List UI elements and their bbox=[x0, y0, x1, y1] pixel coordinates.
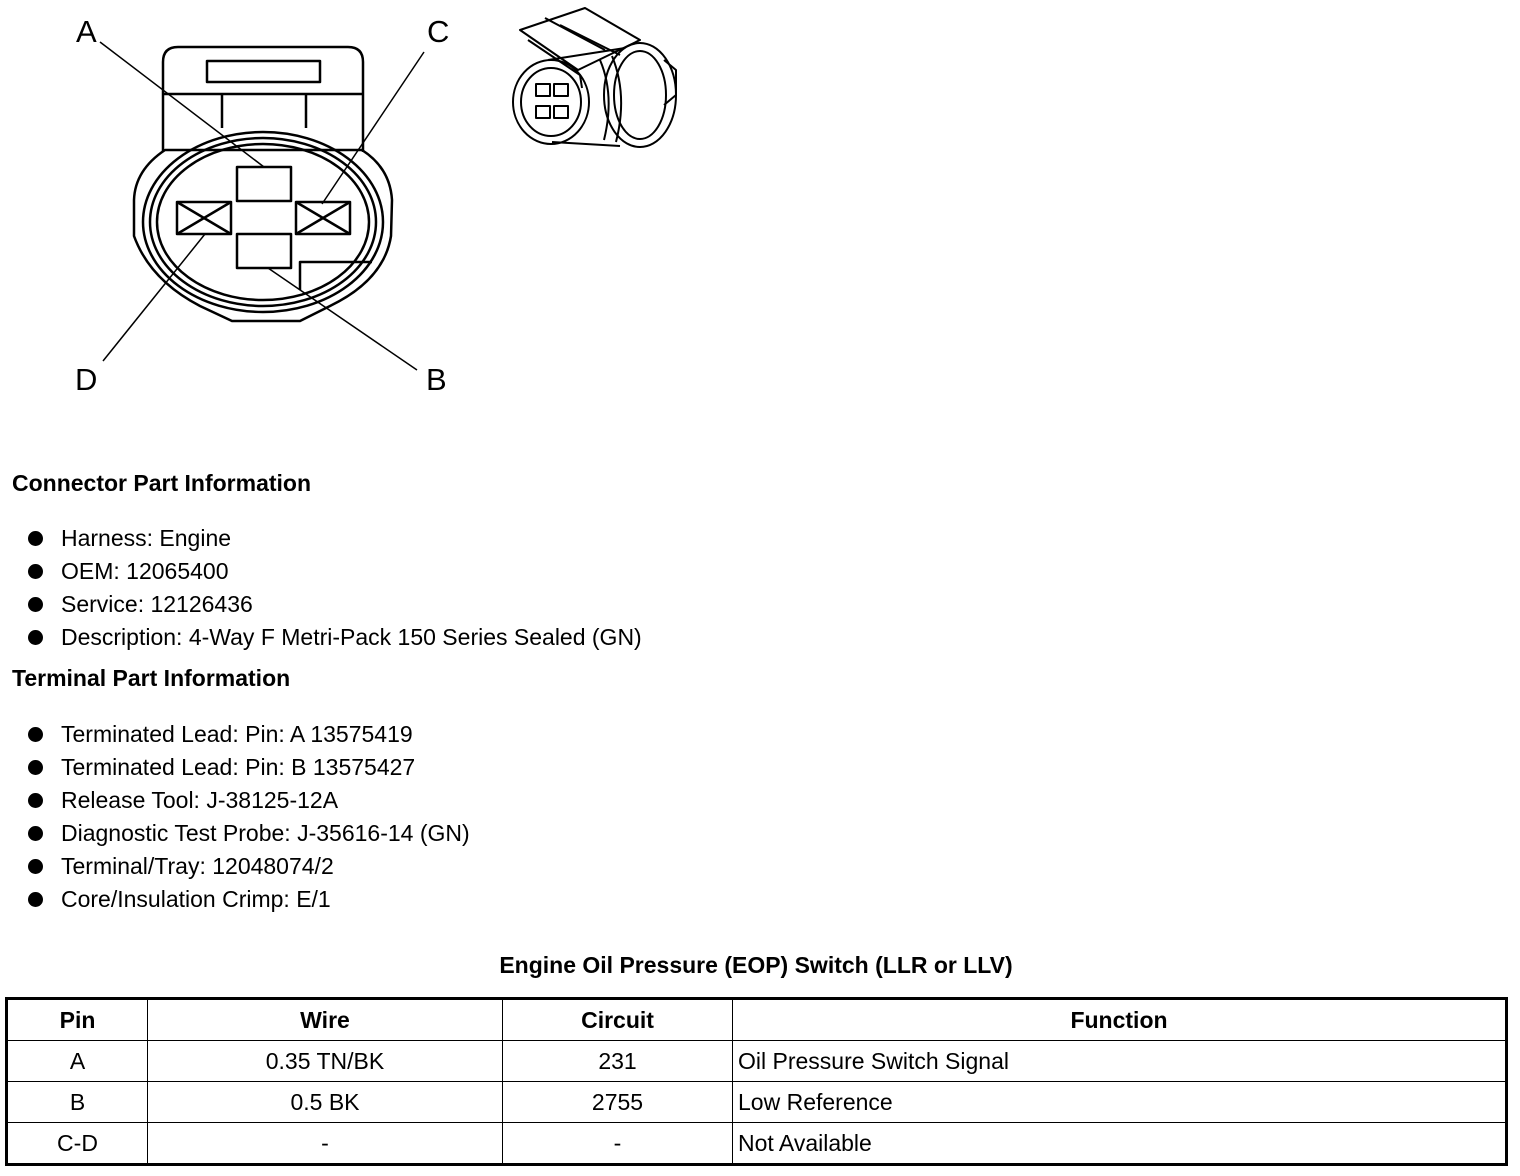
bullet-icon bbox=[28, 531, 43, 546]
cell-circuit: 231 bbox=[503, 1041, 733, 1082]
connector-info-list bbox=[28, 522, 642, 654]
table-row bbox=[7, 1041, 1507, 1082]
bullet-icon bbox=[28, 597, 43, 612]
list-item bbox=[28, 555, 642, 588]
cell-function: Oil Pressure Switch Signal bbox=[733, 1041, 1507, 1082]
terminal-info-title: Terminal Part Information bbox=[12, 665, 291, 691]
pinout-table bbox=[5, 997, 1508, 1166]
list-item-text: Terminated Lead: Pin: B 13575427 bbox=[61, 754, 416, 780]
table-row bbox=[7, 1123, 1507, 1165]
bullet-icon bbox=[28, 630, 43, 645]
pin-label-a: A bbox=[76, 14, 97, 49]
connector-3d-illustration bbox=[513, 8, 676, 147]
connector-ring-2 bbox=[143, 132, 383, 312]
cavity-a bbox=[237, 167, 291, 201]
cell-pin: C-D bbox=[7, 1123, 148, 1165]
bullet-icon bbox=[28, 564, 43, 579]
pin-label-d: D bbox=[75, 362, 98, 397]
leader-line-d bbox=[103, 234, 205, 361]
header-wire: Wire bbox=[148, 999, 503, 1041]
list-item-text: Terminated Lead: Pin: A 13575419 bbox=[61, 721, 413, 747]
cell-function: Low Reference bbox=[733, 1082, 1507, 1123]
list-item-text: Service: 12126436 bbox=[61, 591, 253, 617]
bullet-icon bbox=[28, 892, 43, 907]
list-item bbox=[28, 522, 642, 555]
bullet-icon bbox=[28, 760, 43, 775]
table-header-row bbox=[7, 999, 1507, 1041]
list-item-text: Harness: Engine bbox=[61, 525, 232, 551]
bullet-icon bbox=[28, 727, 43, 742]
pin-label-c: C bbox=[427, 14, 450, 49]
cell-pin: B bbox=[7, 1082, 148, 1123]
list-item-text: Terminal/Tray: 12048074/2 bbox=[61, 853, 334, 879]
header-function: Function bbox=[733, 999, 1507, 1041]
connector-info-title: Connector Part Information bbox=[12, 470, 312, 496]
list-item bbox=[28, 883, 470, 916]
list-item-text: Diagnostic Test Probe: J-35616-14 (GN) bbox=[61, 820, 470, 846]
pin-label-b: B bbox=[426, 362, 447, 397]
list-item bbox=[28, 621, 642, 654]
cell-circuit: - bbox=[503, 1123, 733, 1165]
connector-top-tab bbox=[163, 47, 363, 152]
list-item-text: Description: 4-Way F Metri-Pack 150 Series Sealed (GN) bbox=[61, 624, 642, 650]
cell-wire: 0.35 TN/BK bbox=[148, 1041, 503, 1082]
list-item bbox=[28, 784, 470, 817]
cell-circuit: 2755 bbox=[503, 1082, 733, 1123]
connector-diagram bbox=[0, 0, 720, 420]
bullet-icon bbox=[28, 793, 43, 808]
list-item bbox=[28, 588, 642, 621]
list-item bbox=[28, 751, 470, 784]
list-item bbox=[28, 850, 470, 883]
leader-line-c bbox=[322, 52, 424, 204]
bullet-icon bbox=[28, 826, 43, 841]
cavity-b bbox=[237, 234, 291, 268]
list-item bbox=[28, 718, 470, 751]
cell-function: Not Available bbox=[733, 1123, 1507, 1165]
cell-pin: A bbox=[7, 1041, 148, 1082]
header-circuit: Circuit bbox=[503, 999, 733, 1041]
table-row bbox=[7, 1082, 1507, 1123]
connector-top-slot bbox=[207, 61, 320, 82]
list-item bbox=[28, 817, 470, 850]
header-pin: Pin bbox=[7, 999, 148, 1041]
list-item-text: OEM: 12065400 bbox=[61, 558, 229, 584]
leader-line-b bbox=[268, 268, 417, 370]
connector-outer-ring bbox=[134, 150, 392, 321]
cell-wire: - bbox=[148, 1123, 503, 1165]
list-item-text: Release Tool: J-38125-12A bbox=[61, 787, 339, 813]
list-item-text: Core/Insulation Crimp: E/1 bbox=[61, 886, 331, 912]
pinout-table-title: Engine Oil Pressure (EOP) Switch (LLR or LLV) bbox=[499, 952, 1013, 978]
terminal-info-list bbox=[28, 718, 470, 916]
cell-wire: 0.5 BK bbox=[148, 1082, 503, 1123]
bullet-icon bbox=[28, 859, 43, 874]
connector-ring-3 bbox=[150, 138, 376, 306]
